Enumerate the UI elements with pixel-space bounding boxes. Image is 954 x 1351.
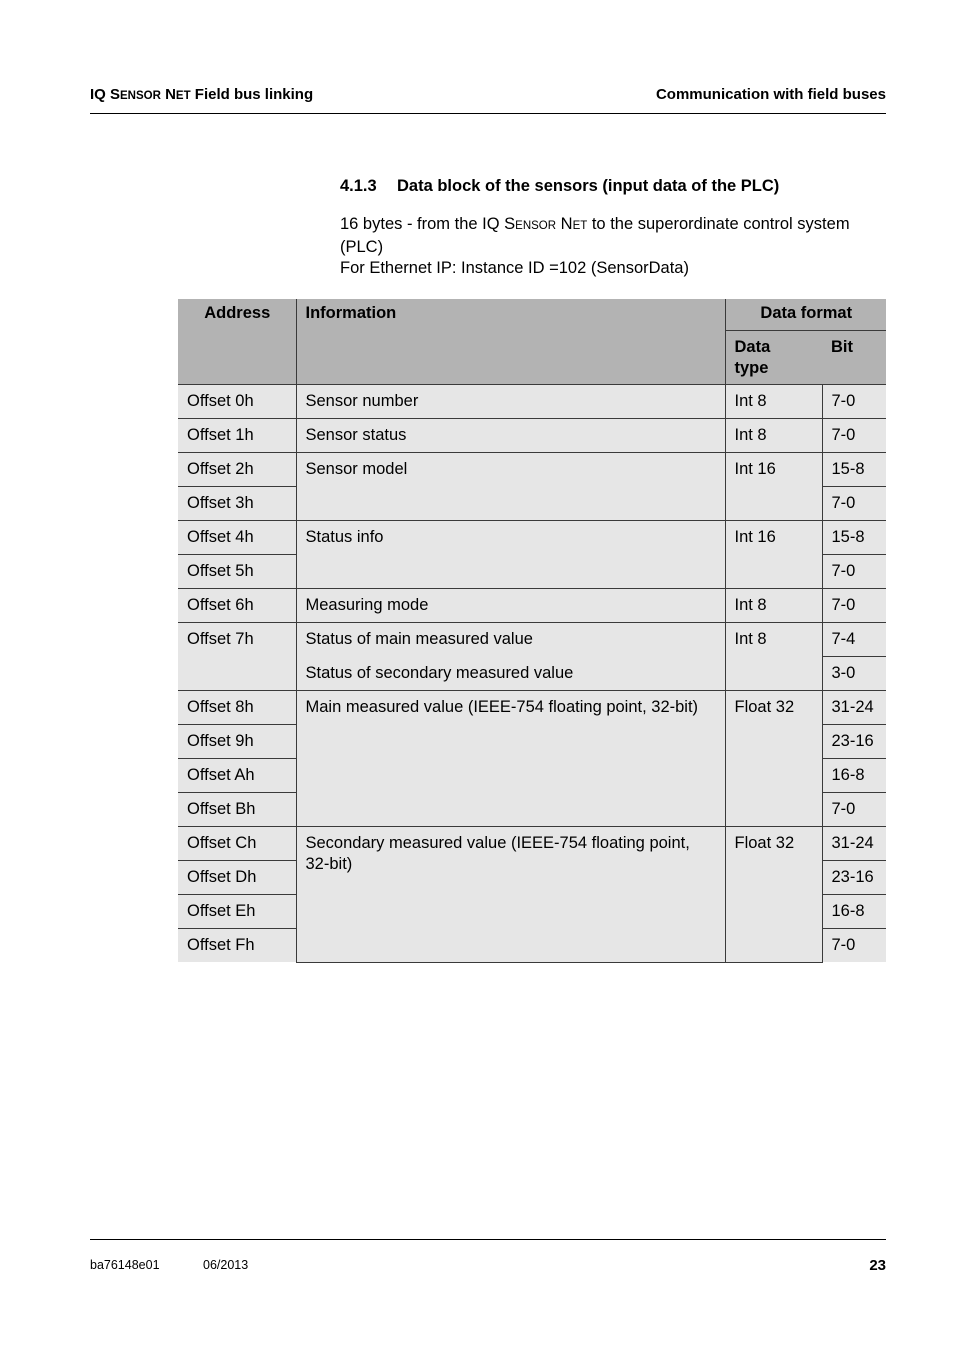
section-number: 4.1.3 bbox=[340, 177, 377, 195]
data-type-cell: Int 16 bbox=[725, 521, 822, 589]
header-rule bbox=[90, 113, 886, 114]
section-title: Data block of the sensors (input data of the PLC) bbox=[397, 177, 780, 195]
table-row bbox=[178, 521, 886, 555]
table-row bbox=[178, 385, 886, 419]
section-heading bbox=[340, 177, 779, 196]
running-header-left: IQ SENSOR NET Field bus linking bbox=[90, 86, 314, 103]
address-cell: Offset 5h bbox=[178, 555, 296, 589]
address-cell: Offset 7h bbox=[178, 623, 296, 691]
data-type-cell: Int 8 bbox=[725, 589, 822, 623]
table-row bbox=[178, 827, 886, 861]
address-cell: Offset 4h bbox=[178, 521, 296, 555]
bit-cell: 23-16 bbox=[822, 861, 886, 895]
table-row bbox=[178, 419, 886, 453]
header-data-format: Data format bbox=[725, 299, 886, 331]
bit-cell: 31-24 bbox=[822, 691, 886, 725]
bit-cell: 7-4 bbox=[822, 623, 886, 657]
intro-text bbox=[340, 214, 890, 279]
address-cell: Offset Bh bbox=[178, 793, 296, 827]
header-bit: Bit bbox=[822, 331, 886, 385]
bit-cell: 7-0 bbox=[822, 419, 886, 453]
sensor-data-table bbox=[178, 299, 886, 963]
address-cell: Offset 3h bbox=[178, 487, 296, 521]
information-cell: Sensor number bbox=[296, 385, 725, 419]
data-type-cell: Float 32 bbox=[725, 691, 822, 827]
data-type-cell: Int 16 bbox=[725, 453, 822, 521]
address-cell: Offset Ah bbox=[178, 759, 296, 793]
address-cell: Offset Fh bbox=[178, 929, 296, 963]
header-address: Address bbox=[178, 299, 296, 385]
intro-line-2: For Ethernet IP: Instance ID =102 (SensorData) bbox=[340, 259, 689, 277]
bit-cell: 7-0 bbox=[822, 555, 886, 589]
table-row bbox=[178, 453, 886, 487]
bit-cell: 7-0 bbox=[822, 589, 886, 623]
header-information: Information bbox=[296, 299, 725, 385]
information-cell: Sensor model bbox=[296, 453, 725, 521]
address-cell: Offset 6h bbox=[178, 589, 296, 623]
information-cell: Sensor status bbox=[296, 419, 725, 453]
address-cell: Offset 0h bbox=[178, 385, 296, 419]
information-cell: Status info bbox=[296, 521, 725, 589]
bit-cell: 15-8 bbox=[822, 521, 886, 555]
bit-cell: 31-24 bbox=[822, 827, 886, 861]
bit-cell: 16-8 bbox=[822, 895, 886, 929]
page-number: 23 bbox=[869, 1257, 886, 1274]
address-cell: Offset 1h bbox=[178, 419, 296, 453]
bit-cell: 3-0 bbox=[822, 657, 886, 691]
bit-cell: 7-0 bbox=[822, 487, 886, 521]
intro-line-1: 16 bytes - from the IQ SENSOR NET to the superordinate control system (PLC) bbox=[340, 215, 850, 256]
footer-date: 06/2013 bbox=[203, 1258, 249, 1272]
running-header-right: Communication with field buses bbox=[655, 86, 886, 103]
footer-rule bbox=[90, 1239, 886, 1240]
address-cell: Offset 2h bbox=[178, 453, 296, 487]
bit-cell: 7-0 bbox=[822, 929, 886, 963]
header-data-type: Data type bbox=[725, 331, 822, 385]
information-cell: Secondary measured value (IEEE-754 floating point, 32-bit) bbox=[296, 827, 725, 963]
bit-cell: 7-0 bbox=[822, 793, 886, 827]
table-row bbox=[178, 691, 886, 725]
table-row bbox=[178, 589, 886, 623]
bit-cell: 23-16 bbox=[822, 725, 886, 759]
address-cell: Offset Dh bbox=[178, 861, 296, 895]
address-cell: Offset 9h bbox=[178, 725, 296, 759]
address-cell: Offset Ch bbox=[178, 827, 296, 861]
footer-doc-id: ba76148e01 bbox=[90, 1258, 160, 1272]
address-cell: Offset Eh bbox=[178, 895, 296, 929]
information-cell: Status of main measured value bbox=[296, 623, 725, 657]
address-cell: Offset 8h bbox=[178, 691, 296, 725]
data-type-cell: Int 8 bbox=[725, 623, 822, 691]
bit-cell: 7-0 bbox=[822, 385, 886, 419]
data-type-cell: Int 8 bbox=[725, 385, 822, 419]
data-type-cell: Float 32 bbox=[725, 827, 822, 963]
information-cell: Main measured value (IEEE-754 floating point, 32-bit) bbox=[296, 691, 725, 827]
bit-cell: 16-8 bbox=[822, 759, 886, 793]
table-row bbox=[178, 623, 886, 657]
information-cell: Measuring mode bbox=[296, 589, 725, 623]
bit-cell: 15-8 bbox=[822, 453, 886, 487]
data-type-cell: Int 8 bbox=[725, 419, 822, 453]
information-cell: Status of secondary measured value bbox=[296, 657, 725, 691]
